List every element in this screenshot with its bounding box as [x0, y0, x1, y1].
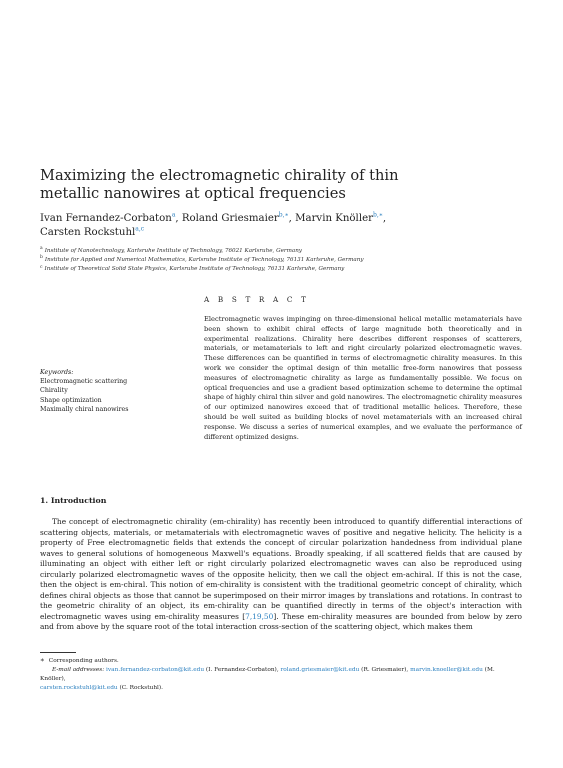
affiliations [40, 247, 520, 275]
footnote-rule [40, 652, 76, 653]
affiliation-text: Institute of Theoretical Solid State Physics, Karlsruhe Institute of Technology, 76131 Karlsruhe, Germany [44, 266, 345, 273]
author-affiliation-mark[interactable]: a,c [135, 225, 145, 233]
corresponding-author-note [40, 656, 522, 666]
keywords [40, 368, 190, 414]
keyword-item: Chirality [40, 387, 68, 395]
email-link[interactable]: ivan.fernandez-corbaton@kit.edu [106, 667, 205, 673]
introduction-text: The concept of electromagnetic chirality (em-chirality) has recently been introduced to quantify differential interactions of scattering objects, materials, or metamaterials with electromagnetic waves of positive and negative helicity. The helicity is a property of Free electromagnetic fields that extends the concept of circular polarization handedness from individual plane waves to general solutions of homogeneous Maxwell's equations. Broadly speaking, if all scattered fields that are caused by illuminating an object with either left or right circularly polarized electromagnetic waves can also be reproduced using circularly polarized electromagnetic waves of the opposite helicity, then we call the object em-achiral. If this is not the case, then the object is em-chiral. This notion of em-chirality is consistent with the traditional geometric concept of chirality, which defines chiral objects as those that cannot be superimposed on their mirror images by translations and rotations. In contrast to the geometric chirality of an object, its em-chirality can be quantified directly in terms of the object's interaction with electromagnetic waves using em-chirality measures [ [40, 517, 522, 621]
affiliation-item [40, 256, 520, 265]
email-owner: (M. Knöller), [40, 667, 495, 682]
email-owner: (R. Griesmaier), [359, 667, 411, 673]
email-owner: (I. Fernandez-Corbaton), [204, 667, 281, 673]
affiliation-item [40, 265, 520, 274]
affiliation-text: Institute of Nanotechnology, Karlsruhe Institute of Technology, 76021 Karlsruhe, Germany [44, 248, 302, 254]
paper-title: Maximizing the electromagnetic chirality of thin metallic nanowires at optical frequencies [40, 167, 399, 202]
author-name: Ivan Fernandez-Corbaton [40, 213, 172, 224]
introduction-text: ]. These em-chirality measures are bounded from below by zero and from above by the square root of the total interaction cross-section of the scattering object, which makes them [40, 611, 523, 631]
footnotes [40, 656, 522, 693]
affiliation-item [40, 247, 520, 256]
author-affiliation-mark[interactable]: a [171, 211, 176, 219]
affiliation-text: Institute for Applied and Numerical Mathematics, Karlsruhe Institute of Technology, 76131 Karlsruhe, Germany [44, 257, 364, 264]
keyword-item: Shape optimization [40, 396, 102, 404]
author-name: Marvin Knöller [295, 213, 373, 224]
author-separator: , [288, 213, 296, 224]
email-link[interactable]: carsten.rockstuhl@kit.edu [40, 685, 118, 691]
keyword-item: Electromagnetic scattering [40, 378, 128, 386]
footnote-star: ∗ [40, 656, 45, 664]
section-heading-introduction: 1. Introduction [40, 496, 107, 505]
author-name: Carsten Rockstuhl [40, 227, 136, 238]
citation-link[interactable]: 7,19,50 [245, 611, 274, 621]
author-separator: , [382, 213, 387, 224]
author-separator: , [175, 213, 182, 224]
email-label: E-mail addresses: [52, 667, 105, 673]
author-affiliation-mark[interactable]: b,∗ [278, 211, 289, 219]
affiliation-mark: c [40, 264, 43, 270]
keywords-heading: Keywords: [40, 369, 74, 376]
author-list [40, 212, 510, 240]
email-link[interactable]: roland.griesmaier@kit.edu [280, 667, 360, 673]
affiliation-mark: b [40, 255, 43, 261]
abstract-text: Electromagnetic waves impinging on three-dimensional helical metallic metamaterials have been shown to exhibit chiral effects of large magnitude both theoretically and in experimental realizations. Chirality here describes different responses of scatterers, materials, or metamaterials to left and right circularly polarized electromagnetic waves. These differences can be quantified in terms of electromagnetic chirality measures. In this work we consider the optimal design of thin metallic free-form nanowires that possess measures of electromagnetic chirality as large as fundamentally possible. We focus on optical frequencies and use a gradient based optimization scheme to determine the optimal shape of highly chiral thin silver and gold nanowires. The electromagnetic chirality measures of our optimized nanowires exceed that of traditional metallic helices. Therefore, these should be well suited as building blocks of novel metamaterials with an increased chiral response. We discuss a series of numerical examples, and we evaluate the performance of different optimized designs. [204, 315, 522, 441]
affiliation-mark: a [40, 246, 43, 252]
corresponding-text: Corresponding authors. [48, 658, 119, 664]
email-owner: (C. Rockstuhl). [117, 685, 164, 691]
author-affiliation-mark[interactable]: b,∗ [372, 211, 383, 219]
introduction-paragraph [40, 517, 522, 633]
email-addresses [40, 666, 522, 693]
introduction-body [40, 517, 522, 633]
abstract-heading: A B S T R A C T [204, 295, 310, 304]
email-link[interactable]: marvin.knoeller@kit.edu [410, 667, 483, 673]
author-name: Roland Griesmaier [181, 213, 279, 224]
keyword-item: Maximally chiral nanowires [40, 405, 129, 413]
